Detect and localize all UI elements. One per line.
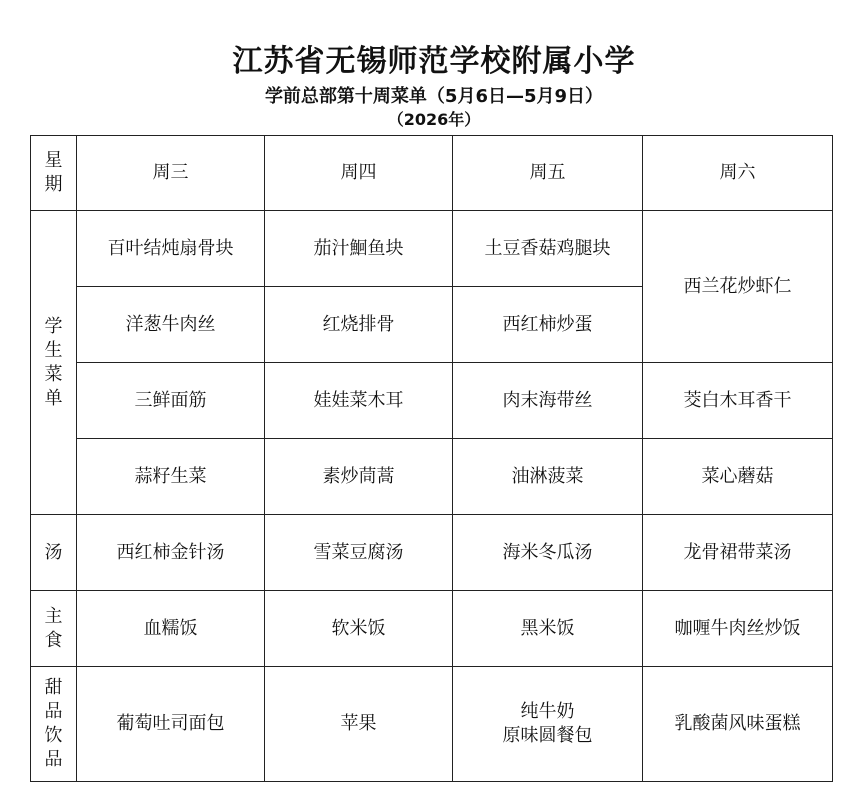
soup-cell: 海米冬瓜汤: [453, 515, 643, 591]
soup-row: [31, 515, 833, 591]
dessert-item-milk: 纯牛奶: [520, 701, 575, 722]
section-student-menu: [31, 211, 77, 515]
dish-cell: 西红柿炒蛋: [453, 287, 643, 363]
dish-cell: 娃娃菜木耳: [265, 363, 453, 439]
staple-cell: 软米饭: [265, 591, 453, 667]
section-soup: [31, 515, 77, 591]
dish-cell: 百叶结炖扇骨块: [77, 211, 265, 287]
dish-cell: 茭白木耳香干: [643, 363, 833, 439]
dessert-item-bun: 原味圆餐包: [502, 725, 593, 746]
dish-cell: 土豆香菇鸡腿块: [453, 211, 643, 287]
menu-table: [30, 135, 833, 782]
page-subtitle: 学前总部第十周菜单（5月6日—5月9日）: [264, 86, 604, 107]
staple-cell: 血糯饭: [77, 591, 265, 667]
dish-cell: 菜心蘑菇: [643, 439, 833, 515]
corner-cell: [31, 136, 77, 211]
dish-cell: 蒜籽生菜: [77, 439, 265, 515]
soup-cell: 龙骨裙带菜汤: [643, 515, 833, 591]
day-header-wed: 周三: [77, 136, 265, 211]
dish-cell: 三鲜面筋: [77, 363, 265, 439]
section-label: 学生菜单: [44, 315, 63, 409]
soup-cell: 雪菜豆腐汤: [265, 515, 453, 591]
section-label: 汤: [44, 541, 63, 563]
dessert-cell: 葡萄吐司面包: [77, 667, 265, 782]
dish-cell: 素炒茼蒿: [265, 439, 453, 515]
dish-cell: 红烧排骨: [265, 287, 453, 363]
soup-cell: 西红柿金针汤: [77, 515, 265, 591]
section-staple: [31, 591, 77, 667]
dish-cell: 茄汁鮰鱼块: [265, 211, 453, 287]
day-header-sat: 周六: [643, 136, 833, 211]
table-row: [31, 439, 833, 515]
dish-cell: 洋葱牛肉丝: [77, 287, 265, 363]
table-row: [31, 211, 833, 287]
dessert-cell: [453, 667, 643, 782]
section-label: 甜品饮品: [44, 677, 63, 770]
section-dessert: [31, 667, 77, 782]
dessert-row: [31, 667, 833, 782]
corner-label: 星期: [44, 150, 63, 195]
dessert-cell: 苹果: [265, 667, 453, 782]
day-header-thu: 周四: [265, 136, 453, 211]
dessert-cell: 乳酸菌风味蛋糕: [643, 667, 833, 782]
dish-cell: 肉末海带丝: [453, 363, 643, 439]
table-row: [31, 363, 833, 439]
section-label: 主食: [44, 605, 63, 651]
page-title: 江苏省无锡师范学校附属小学: [232, 44, 636, 79]
staple-row: [31, 591, 833, 667]
staple-cell: 咖喱牛肉丝炒饭: [643, 591, 833, 667]
day-header-fri: 周五: [453, 136, 643, 211]
dish-cell: 西兰花炒虾仁: [643, 211, 833, 363]
year-label: （2026年）: [387, 110, 481, 129]
dish-cell: 油淋菠菜: [453, 439, 643, 515]
staple-cell: 黑米饭: [453, 591, 643, 667]
table-header-row: [31, 136, 833, 211]
